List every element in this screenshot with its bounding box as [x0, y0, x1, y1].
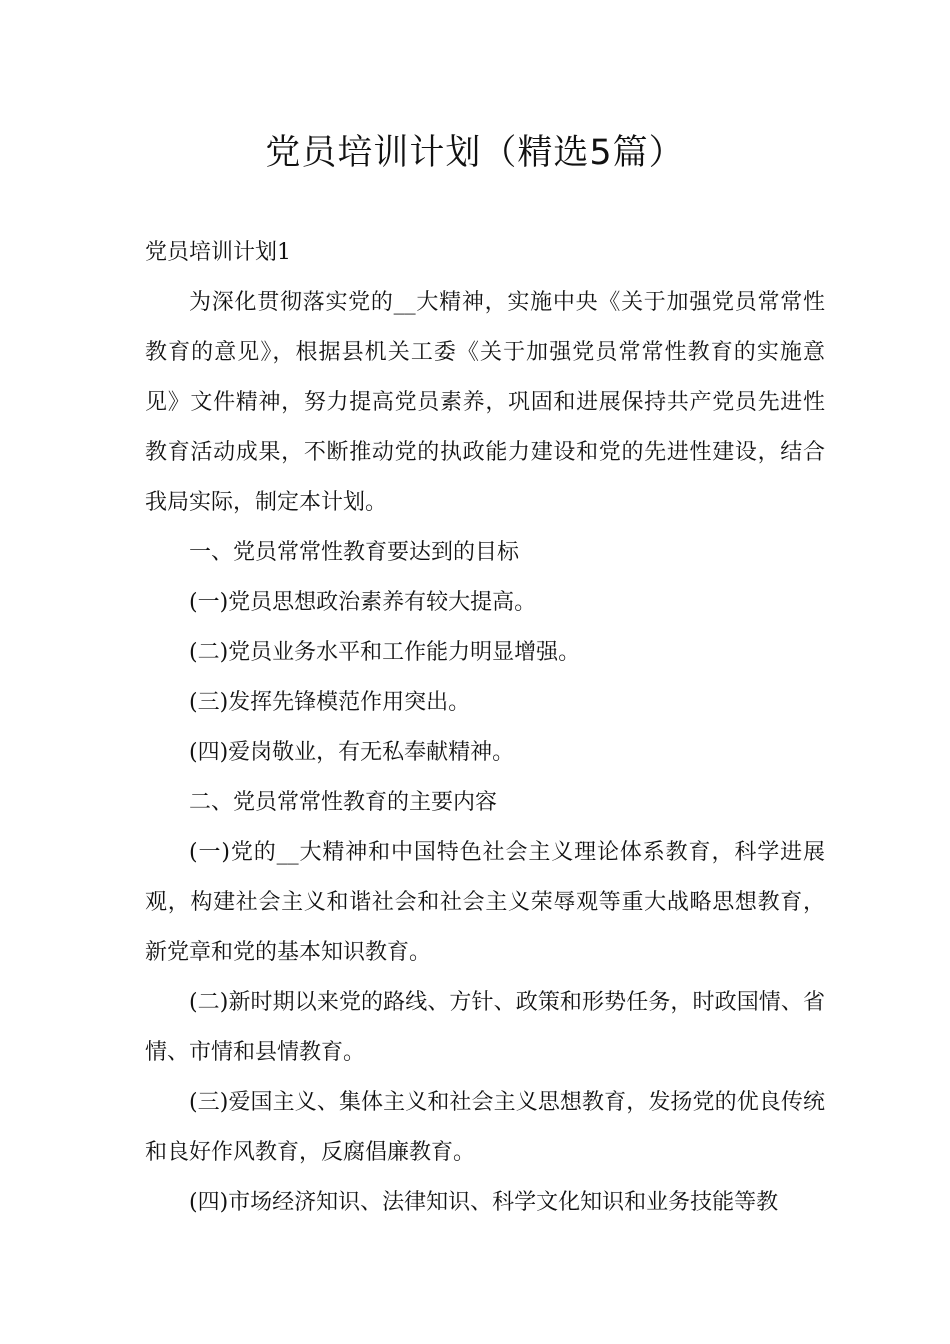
heading-goals: 一、党员常常性教育要达到的目标: [189, 540, 520, 565]
content-item-2: (二)新时期以来党的路线、方针、政策和形势任务，时政国情、省情、市情和县情教育。: [145, 990, 825, 1065]
content-item-4: (四)市场经济知识、法律知识、科学文化知识和业务技能等教: [189, 1190, 779, 1215]
heading-content: 二、党员常常性教育的主要内容: [189, 790, 498, 815]
goal-item-1: (一)党员思想政治素养有较大提高。: [189, 590, 537, 615]
content-item-1: (一)党的__大精神和中国特色社会主义理论体系教育，科学进展观，构建社会主义和谐社会和社会主义荣辱观等重大战略思想教育，新党章和党的基本知识教育。: [145, 840, 825, 965]
paragraph-intro: 为深化贯彻落实党的__大精神，实施中央《关于加强党员常常性教育的意见》，根据县机关工委《关于加强党员常常性教育的实施意见》文件精神，努力提高党员素养，巩固和进展保持共产党员先进性教育活动成果，不断推动党的执政能力建设和党的先进性建设，结合我局实际，制定本计划。: [145, 290, 825, 515]
section-heading: 党员培训计划1: [145, 240, 291, 265]
document-body: [145, 228, 825, 1228]
goal-item-2: (二)党员业务水平和工作能力明显增强。: [189, 640, 581, 665]
document-title: 党员培训计划（精选5篇）: [265, 133, 685, 173]
content-item-3: (三)爱国主义、集体主义和社会主义思想教育，发扬党的优良传统和良好作风教育，反腐倡廉教育。: [145, 1090, 825, 1165]
goal-item-4: (四)爱岗敬业，有无私奉献精神。: [189, 740, 515, 765]
goal-item-3: (三)发挥先锋模范作用突出。: [189, 690, 471, 715]
